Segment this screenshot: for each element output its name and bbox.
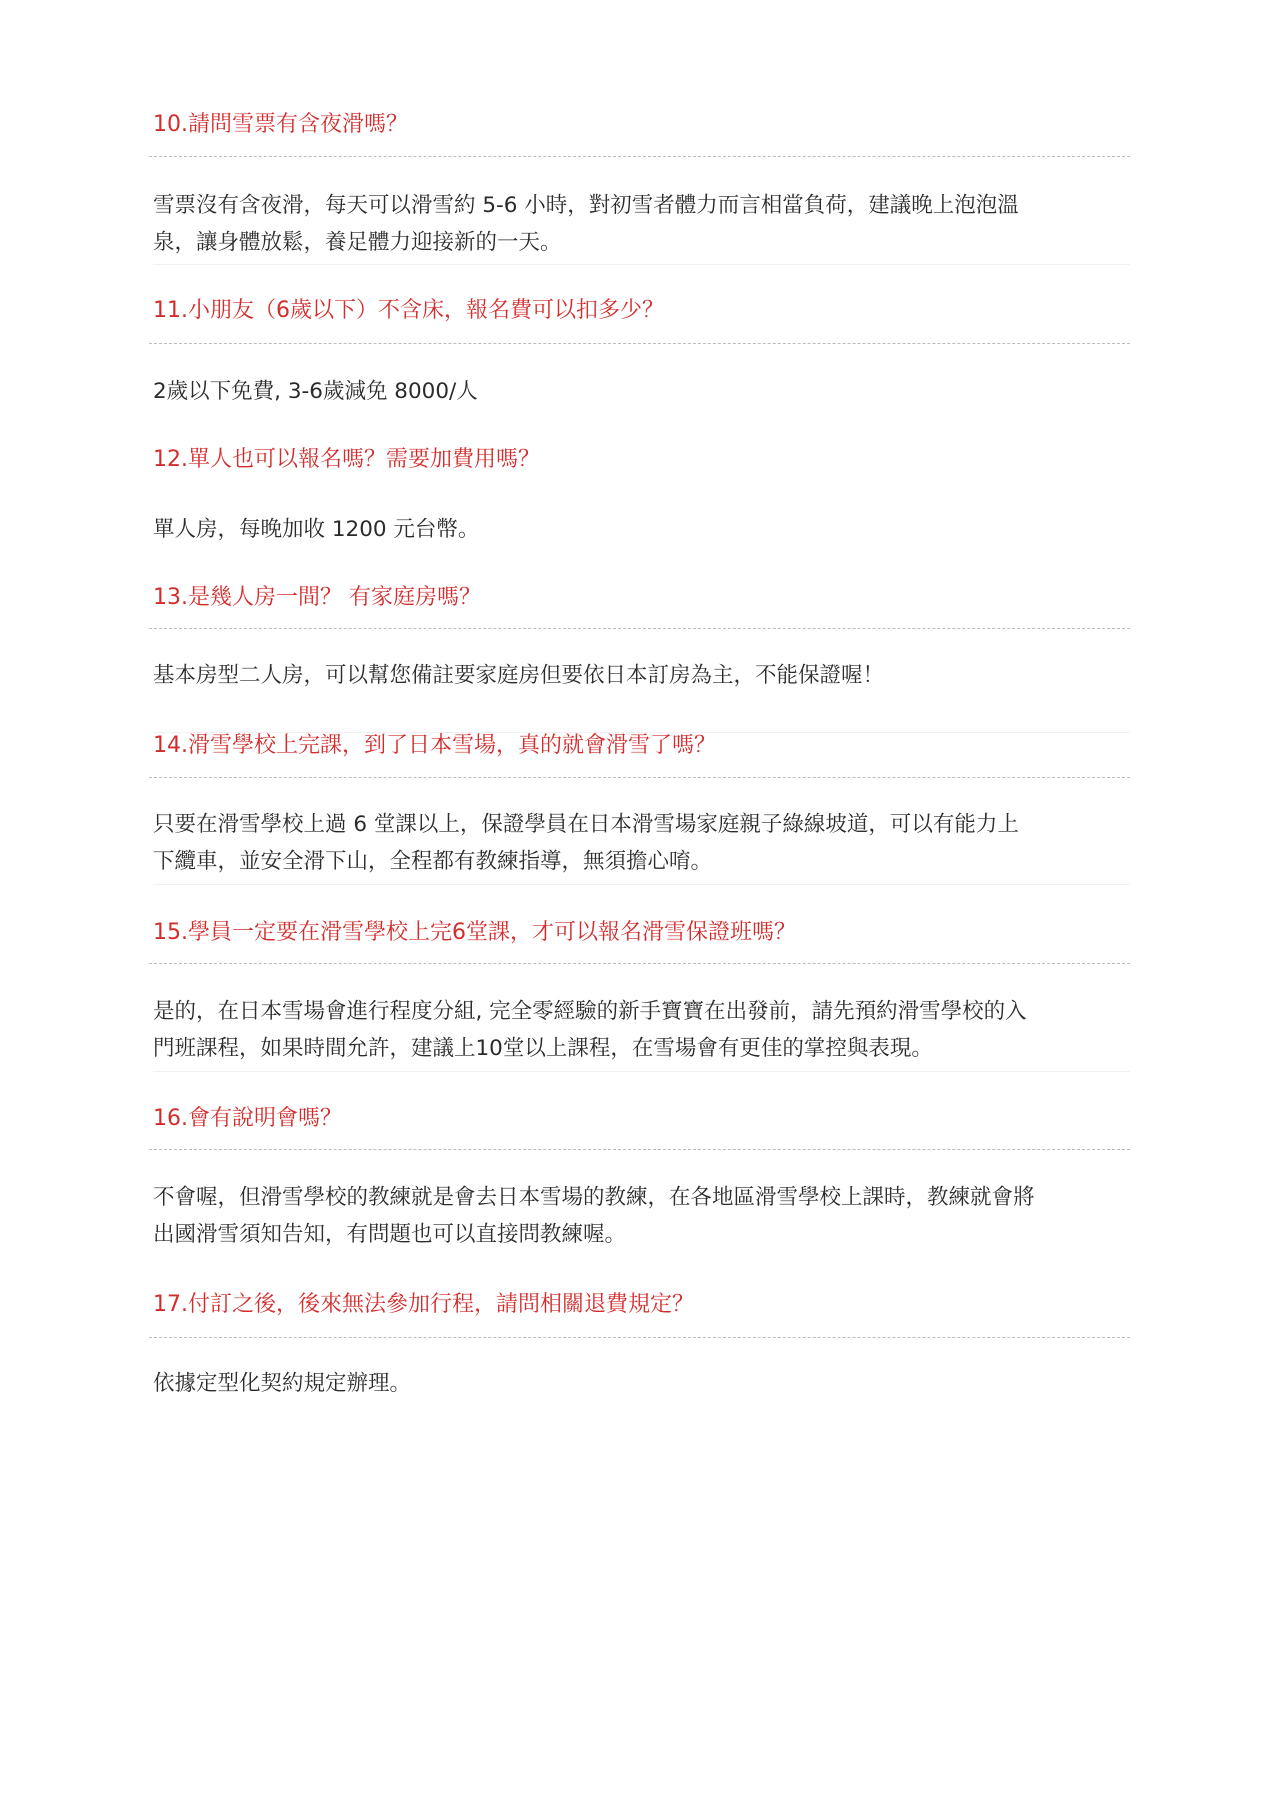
- faq-question: 13.是幾人房一間？ 有家庭房嗎？: [153, 585, 481, 610]
- faq-question: 17.付訂之後，後來無法參加行程，請問相關退費規定？: [153, 1292, 694, 1317]
- answer-line: 基本房型二人房，可以幫您備註要家庭房但要依日本訂房為主，不能保證喔！: [153, 663, 885, 688]
- answer-line: 門班課程，如果時間允許，建議上10堂以上課程，在雪場會有更佳的掌控與表現。: [153, 1036, 933, 1061]
- faq-question: 15.學員一定要在滑雪學校上完6堂課，才可以報名滑雪保證班嗎？: [153, 920, 796, 945]
- faq-question: 16.會有說明會嗎？: [153, 1106, 342, 1131]
- faq-question: 14.滑雪學校上完課，到了日本雪場，真的就會滑雪了嗎？: [153, 733, 716, 758]
- question-divider: [149, 1149, 1130, 1150]
- answer-line: 2歲以下免費, 3-6歲減免 8000/人: [153, 379, 478, 404]
- faq-answer: [153, 373, 1130, 410]
- answer-line: 是的，在日本雪場會進行程度分組, 完全零經驗的新手寶寶在出發前，請先預約滑雪學校的入: [153, 999, 1027, 1024]
- faq-question: 11.小朋友（6歲以下）不含床，報名費可以扣多少？: [153, 298, 664, 323]
- answer-line: 出國滑雪須知告知，有問題也可以直接問教練喔。: [153, 1222, 627, 1247]
- faq-question: 12.單人也可以報名嗎？需要加費用嗎？: [153, 447, 540, 472]
- question-divider: [149, 963, 1130, 964]
- answer-line: 泉，讓身體放鬆，養足體力迎接新的一天。: [153, 230, 562, 255]
- faq-answer: [153, 511, 1130, 548]
- faq-answer: [153, 1365, 1130, 1402]
- answer-line: 只要在滑雪學校上過 6 堂課以上，保證學員在日本滑雪場家庭親子綠線坡道，可以有能力上: [153, 812, 1019, 837]
- question-divider: [149, 628, 1130, 629]
- faq-question: 10.請問雪票有含夜滑嗎？: [153, 112, 408, 137]
- answer-line: 不會喔，但滑雪學校的教練就是會去日本雪場的教練，在各地區滑雪學校上課時，教練就會將: [153, 1185, 1035, 1210]
- answer-line: 依據定型化契約規定辦理。: [153, 1371, 412, 1396]
- faq-answer: [153, 187, 1130, 261]
- answer-line: 下纜車，並安全滑下山，全程都有教練指導，無須擔心唷。: [153, 849, 713, 874]
- faq-answer: [153, 806, 1130, 880]
- answer-line: 雪票沒有含夜滑，每天可以滑雪約 5-6 小時，對初雪者體力而言相當負荷，建議晚上泡泡溫: [153, 193, 1019, 218]
- answer-divider: [153, 264, 1130, 265]
- faq-answer: [153, 1179, 1130, 1253]
- question-divider: [149, 156, 1130, 157]
- question-divider: [149, 1337, 1130, 1338]
- question-divider: [149, 777, 1130, 778]
- answer-line: 單人房，每晚加收 1200 元台幣。: [153, 517, 480, 542]
- question-divider: [149, 343, 1130, 344]
- faq-answer: [153, 657, 1130, 694]
- answer-divider: [153, 884, 1130, 885]
- answer-divider: [153, 1071, 1130, 1072]
- faq-answer: [153, 993, 1130, 1067]
